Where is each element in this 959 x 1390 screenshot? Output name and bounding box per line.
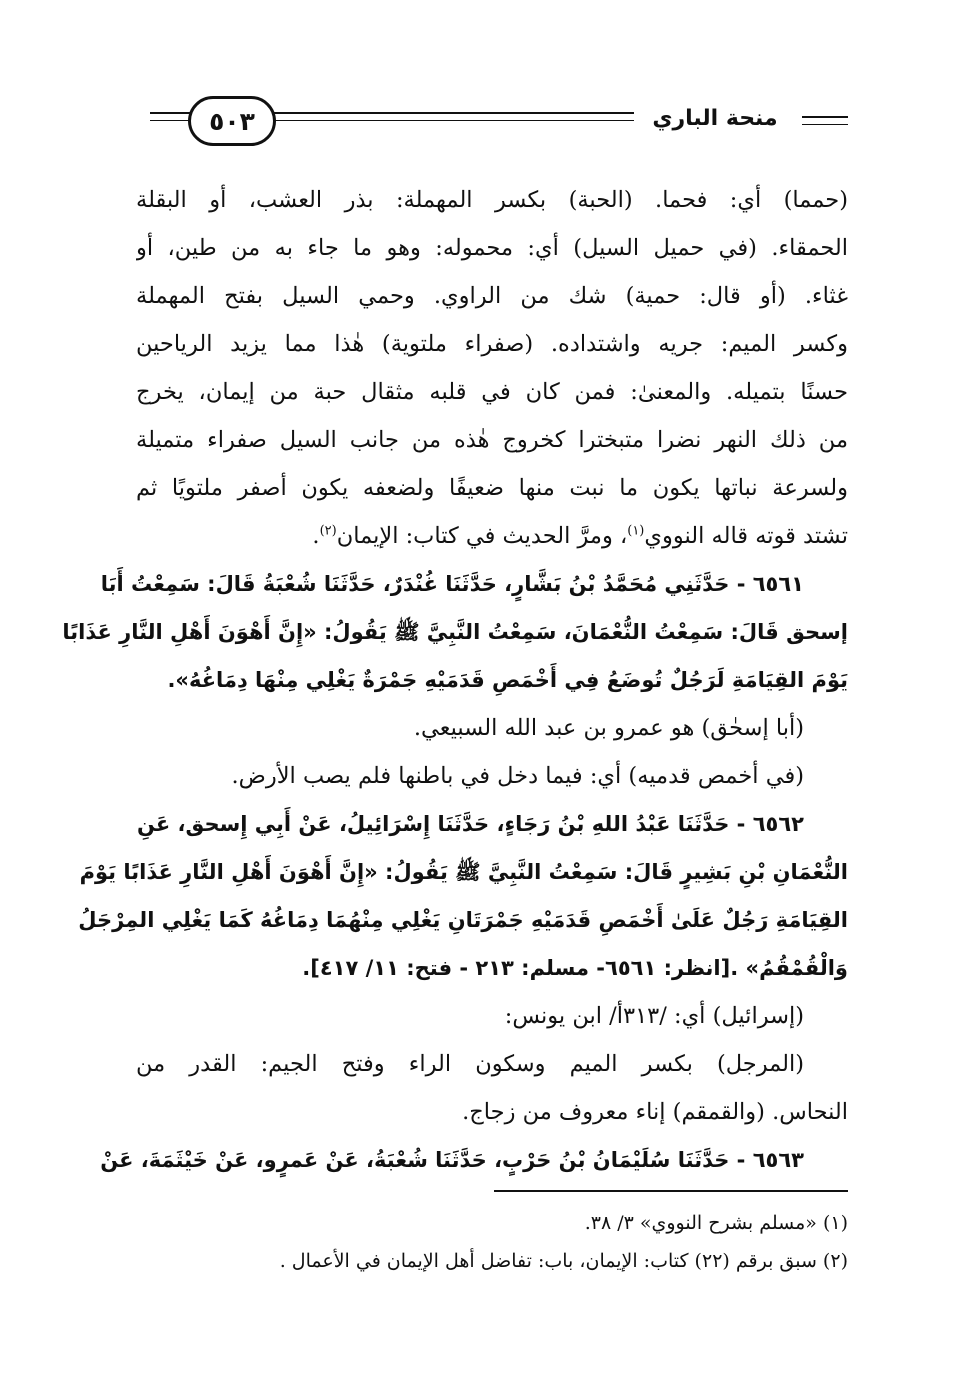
text-line: حسنًا بتميله. والمعنىٰ: فمن كان في قلبه مثقال حبة من إيمان، يخرج <box>136 379 848 405</box>
text-segment: . <box>312 523 320 549</box>
text-line: غثاء. (أو قال: حمية) شك من الراوي. وحمي السيل بفتح المهملة <box>136 283 848 309</box>
book-title: منحة الباري <box>652 106 778 131</box>
hadith-line: النُّعْمَانِ بْنِ بَشِيرٍ قَالَ: سَمِعْتُ النَّبِيَّ ﷺ يَقُولُ: «إِنَّ أَهْوَنَ أَهْلِ النَّارِ عَذَابًا يَوْمَ <box>79 860 848 884</box>
footnote: (٢) سبق برقم (٢٢) كتاب: الإيمان، باب: تفاضل أهل الإيمان في الأعمال . <box>279 1250 848 1272</box>
text-line: (المرجل) بكسر الميم وسكون الراء وفتح الجيم: القدر من <box>136 1051 804 1077</box>
hadith-line: ٦٥٦٢ - حَدَّثَنَا عَبْدُ اللهِ بْنُ رَجَاءٍ، حَدَّثَنَا إِسْرَائِيلُ، عَنْ أَبِي إِسحق، عَنِ <box>137 812 804 836</box>
commentary-body <box>62 176 848 1184</box>
text-line: من ذلك النهر نضرا متبخترا كخروج هٰذه من جانب السيل صفراء متميلة <box>136 427 848 453</box>
text-segment: ، ومرَّ الحديث في كتاب: الإيمان <box>336 523 628 549</box>
text-line: الحمقاء. (في حميل السيل) أي: محموله: وهو ما جاء به من طين، أو <box>136 235 848 261</box>
footnote-ref-2: (٢) <box>319 523 337 539</box>
page-header <box>0 92 959 162</box>
hadith-line: ٦٥٦١ - حَدَّثَنِي مُحَمَّدُ بْنُ بَشَّارٍ، حَدَّثَنَا غُنْدَرٌ، حَدَّثَنَا شُعْبَةُ قَالَ: سَمِعْتُ أَبَا <box>100 572 804 596</box>
hadith-line: يَوْمَ القِيَامَةِ لَرَجُلٌ تُوضَعُ فِي أَخْمَصِ قَدَمَيْهِ جَمْرَةٌ يَغْلِي مِنْهَا دِمَاغُهُ». <box>167 668 848 692</box>
text-line: (إسرائيل) أي: /٣١٣أ/ ابن يونس: <box>504 1003 804 1029</box>
text-line: (حمما) أي: فحما. (الحبة) بكسر المهملة: بذر العشب، أو البقلة <box>136 187 848 213</box>
header-rule <box>262 112 634 114</box>
header-rule <box>802 124 848 125</box>
header-rule <box>802 116 848 118</box>
hadith-line: إسحق قَالَ: سَمِعْتُ النُّعْمَانَ، سَمِعْتُ النَّبِيَّ ﷺ يَقُولُ: «إِنَّ أَهْوَنَ أَهْلِ النَّارِ عَذَابًا <box>62 620 848 644</box>
text-line: النحاس. (والقمقم) إناء معروف من زجاج. <box>462 1099 848 1125</box>
hadith-line: وَالْقُمْقُمُ» .[انظر: ٦٥٦١- مسلم: ٢١٣ - فتح: ١١/ ٤١٧]. <box>302 956 848 980</box>
text-line: وكسر الميم: جريه واشتداده. (صفراء ملتوية) هٰذا مما يزيد الرياحين <box>136 331 848 357</box>
text-line: (أبا إسحٰق) هو عمرو بن عبد الله السبيعي. <box>413 715 804 741</box>
text-segment: تشتد قوته قاله النووي <box>644 523 848 549</box>
header-rule <box>262 120 634 121</box>
hadith-line: ٦٥٦٣ - حَدَّثَنَا سُلَيْمَانُ بْنُ حَرْبٍ، حَدَّثَنَا شُعْبَةُ، عَنْ عَمرٍو، عَنْ خَيْثَمَةَ، عَنْ <box>100 1148 804 1172</box>
footnote: (١) «مسلم بشرح النووي» ٣/ ٣٨. <box>584 1212 848 1234</box>
text-line: ولسرعة نباتها يكون ما نبت منها ضعيفًا ولضعفه يكون أصفر ملتويًا ثم <box>136 475 848 501</box>
hadith-line: القِيَامَةِ رَجُلٌ عَلَىٰ أَخْمَصِ قَدَمَيْهِ جَمْرَتَانِ يَغْلِي مِنْهُمَا دِمَاغُهُ كَمَا يَغْلِي المِرْجَلُ <box>78 908 848 932</box>
page-number: ٥٠٣ <box>188 96 276 146</box>
text-line: (في أخمص قدميه) أي: فيما دخل في باطنها فلم يصب الأرض. <box>231 763 804 789</box>
footnote-ref-1: (١) <box>627 523 645 539</box>
footnotes <box>136 1204 848 1280</box>
footnote-rule <box>494 1190 848 1192</box>
text-line <box>136 512 848 560</box>
